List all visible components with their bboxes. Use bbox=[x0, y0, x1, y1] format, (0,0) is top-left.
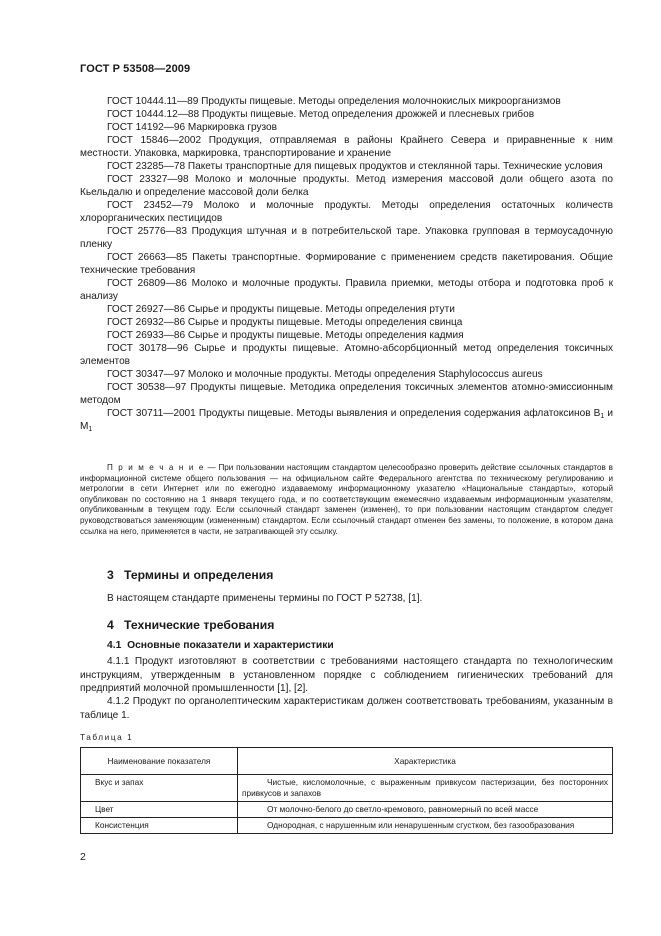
paragraph-4-1-1: 4.1.1 Продукт изготовляют в соответствии с требованиями настоящего стандарта по технологическим инструкциям, утвержденным в установленном порядке с соблюдением гигиенических требований для предприятий молочной промышленности [1], [2]. bbox=[80, 656, 613, 694]
table-row bbox=[81, 818, 613, 834]
reference-item: ГОСТ 23452—79 Молоко и молочные продукты. Методы определения остаточных количеств хлорорганических пестицидов bbox=[80, 200, 613, 224]
section-3-text: В настоящем стандарте применены термины по ГОСТ Р 52738, [1]. bbox=[107, 593, 423, 604]
reference-item: ГОСТ 10444.11—89 Продукты пищевые. Методы определения молочнокислых микроорганизмов bbox=[107, 96, 561, 107]
reference-item: ГОСТ 26809—86 Молоко и молочные продукты. Правила приемки, методы отбора и подготовка проб к анализу bbox=[80, 278, 613, 302]
table-header-cell: Наименование показателя bbox=[81, 748, 238, 775]
document-header: ГОСТ Р 53508—2009 bbox=[80, 63, 191, 75]
section-4-heading: 4 Технические требования bbox=[107, 618, 275, 632]
table-cell-value: Однородная, с нарушенным или ненарушенным сгустком, без газообразования bbox=[238, 818, 613, 834]
reference-item: ГОСТ 15846—2002 Продукция, отправляемая в районы Крайнего Севера и приравненные к ним местности. Упаковка, маркировка, транспортирование и хранение bbox=[80, 135, 613, 159]
note-paragraph bbox=[80, 463, 613, 537]
table-cell-name: Вкус и запах bbox=[81, 775, 238, 802]
reference-item: ГОСТ 14192—96 Маркировка грузов bbox=[107, 122, 278, 133]
section-3-heading: 3 Термины и определения bbox=[107, 568, 274, 582]
table-row bbox=[81, 775, 613, 802]
note-label: П р и м е ч а н и е bbox=[107, 463, 205, 472]
page-number: 2 bbox=[80, 851, 86, 863]
table-header-cell: Характеристика bbox=[238, 748, 613, 775]
note-text: — При пользовании настоящим стандартом целесообразно проверить действие ссылочных стандартов в информационной системе общего пользования — на официальном сайте Федерального агентства по техническому регулированию и метрологии в сети Интернет или по ежегодно издаваемому информационному указателю «Национальные стандарты», который опубликован по состоянию на 1 января текущего года, и по соответствующим ежемесячно издаваемым информационным указателям, опубликованным в текущем году. Если ссылочный стандарт заменен (изменен), то при пользовании настоящим стандартом следует руководствоваться заменяющим (измененным) стандартом. Если ссылочный стандарт отменен без замены, то положение, в котором дана ссылка на него, применяется в части, не затрагивающей эту ссылку. bbox=[80, 463, 613, 536]
reference-item: ГОСТ 26933—86 Сырье и продукты пищевые. Методы определения кадмия bbox=[107, 330, 464, 341]
reference-item: ГОСТ 23327—98 Молоко и молочные продукты. Метод измерения массовой доли общего азота по Кьельдалю и определение массовой доли белка bbox=[80, 174, 613, 198]
reference-item-last: ГОСТ 30711—2001 Продукты пищевые. Методы выявления и определения содержания афлатоксинов $В_1$ и $М_1$ bbox=[80, 408, 613, 433]
table-caption: Таблица 1 bbox=[80, 733, 134, 742]
table-cell-name: Цвет bbox=[81, 802, 238, 818]
table-row bbox=[81, 802, 613, 818]
table-cell-name: Консистенция bbox=[81, 818, 238, 834]
reference-item: ГОСТ 26663—85 Пакеты транспортные. Формирование с применением средств пакетирования. Общие технические требования bbox=[80, 252, 613, 276]
subsection-4-1-heading: 4.1 Основные показатели и характеристики bbox=[107, 640, 334, 651]
table-1 bbox=[80, 747, 613, 834]
normative-references-list bbox=[80, 95, 613, 433]
reference-item: ГОСТ 25776—83 Продукция штучная и в потребительской таре. Упаковка групповая в термоусадочную пленку bbox=[80, 226, 613, 250]
table-cell-value: Чистые, кисломолочные, с выраженным привкусом пастеризации, без посторонних привкусов и запахов bbox=[238, 775, 613, 802]
reference-item: ГОСТ 26927—86 Сырье и продукты пищевые. Методы определения ртути bbox=[107, 304, 455, 315]
reference-item: ГОСТ 26932—86 Сырье и продукты пищевые. Методы определения свинца bbox=[107, 317, 463, 328]
reference-item: ГОСТ 30538—97 Продукты пищевые. Методика определения токсичных элементов атомно-эмиссионным методом bbox=[80, 382, 613, 406]
reference-item: ГОСТ 10444.12—88 Продукты пищевые. Метод определения дрожжей и плесневых грибов bbox=[107, 109, 535, 120]
table-header-row bbox=[81, 748, 613, 775]
table-cell-value: От молочно-белого до светло-кремового, равномерный по всей массе bbox=[238, 802, 613, 818]
reference-item: ГОСТ 23285—78 Пакеты транспортные для пищевых продуктов и стеклянной тары. Технические условия bbox=[107, 161, 603, 172]
reference-item: ГОСТ 30178—96 Сырье и продукты пищевые. Атомно-абсорбционный метод определения токсичных элементов bbox=[80, 343, 613, 367]
reference-item: ГОСТ 30347—97 Молоко и молочные продукты. Методы определения Staphylococcus aureus bbox=[107, 369, 543, 380]
paragraph-4-1-2: 4.1.2 Продукт по органолептическим характеристикам должен соответствовать требованиям, указанным в таблице 1. bbox=[80, 696, 613, 721]
